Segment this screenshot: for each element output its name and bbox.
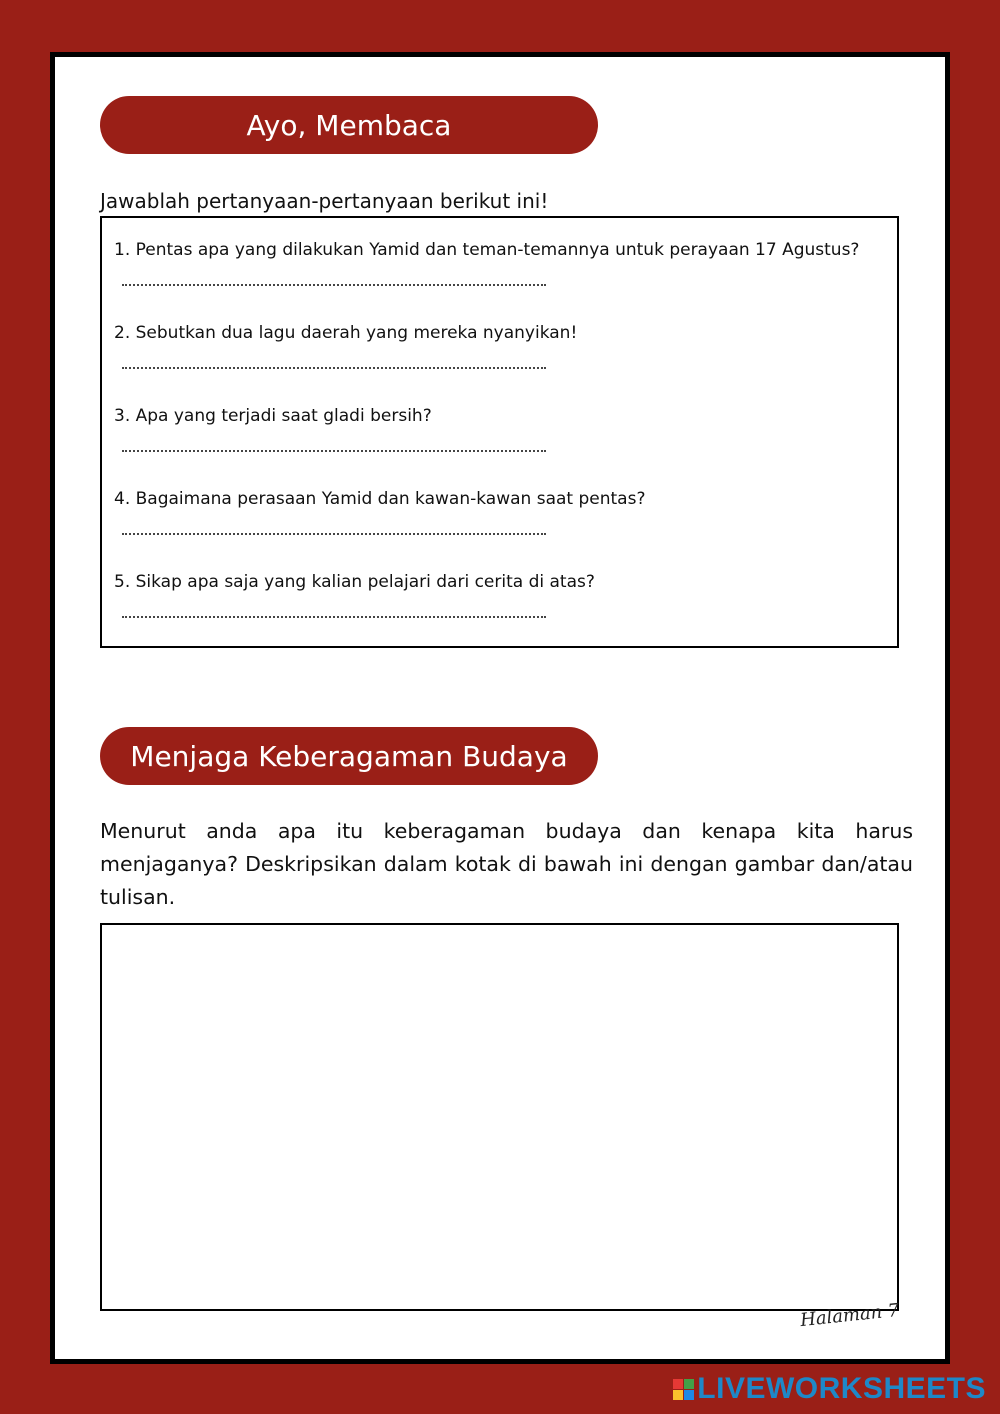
question-1: 1. Pentas apa yang dilakukan Yamid dan teman-temannya untuk perayaan 17 Agustus? xyxy=(114,240,860,260)
answer-field-3[interactable] xyxy=(122,450,546,452)
section-title-ayo-membaca xyxy=(100,96,598,154)
section-title-text: Menjaga Keberagaman Budaya xyxy=(130,739,568,773)
answer-field-1[interactable] xyxy=(122,284,546,286)
liveworksheets-watermark xyxy=(673,1372,986,1406)
section-title-text: Ayo, Membaca xyxy=(246,108,452,142)
prompt-paragraph: Menurut anda apa itu keberagaman budaya dan kenapa kita harus menjaganya? Deskripsikan dalam kotak di bawah ini dengan gambar dan/atau tulisan. xyxy=(100,819,913,909)
instruction-text: Jawablah pertanyaan-pertanyaan berikut ini! xyxy=(100,189,549,213)
question-4: 4. Bagaimana perasaan Yamid dan kawan-kawan saat pentas? xyxy=(114,489,646,509)
worksheet-page xyxy=(50,52,950,1364)
question-3: 3. Apa yang terjadi saat gladi bersih? xyxy=(114,406,432,426)
watermark-text: LIVEWORKSHEETS xyxy=(697,1372,986,1405)
answer-field-5[interactable] xyxy=(122,616,546,618)
answer-field-2[interactable] xyxy=(122,367,546,369)
liveworksheets-logo-icon xyxy=(673,1379,694,1400)
section-title-keberagaman xyxy=(100,727,598,785)
answer-field-4[interactable] xyxy=(122,533,546,535)
question-2: 2. Sebutkan dua lagu daerah yang mereka nyanyikan! xyxy=(114,323,578,343)
questions-box xyxy=(100,216,899,648)
page-number-signature: Halaman 7 xyxy=(799,1299,901,1332)
drawing-answer-box[interactable] xyxy=(100,923,899,1311)
question-5: 5. Sikap apa saja yang kalian pelajari dari cerita di atas? xyxy=(114,572,595,592)
